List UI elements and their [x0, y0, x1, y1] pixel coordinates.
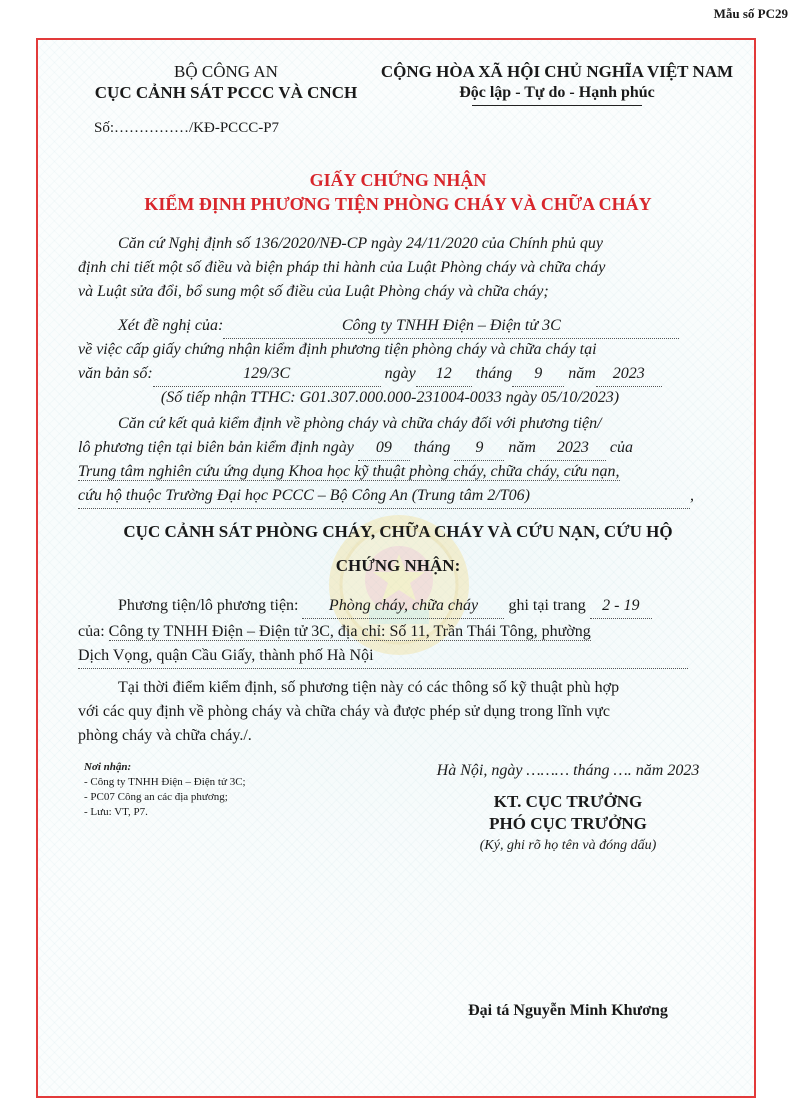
owner-line1 [78, 620, 702, 644]
signer-name: Đại tá Nguyễn Minh Khương [468, 1002, 668, 1019]
result-org-line2 [78, 484, 702, 509]
day-label: ngày [384, 365, 416, 382]
doc-month: 9 [512, 362, 564, 387]
receiver-item: - PC07 Công an các địa phương; [84, 791, 228, 803]
result-org-line1 [78, 460, 702, 484]
place-date: Hà Nội, ngày ……… tháng …. năm 2023 [436, 762, 700, 779]
legal-basis-line3: và Luật sửa đổi, bổ sung một số điều của Luật Phòng cháy và chữa cháy; [78, 283, 549, 300]
equipment-label: Phương tiện/lô phương tiện: [118, 597, 299, 614]
result-month-label: tháng [413, 439, 451, 456]
org-line2: cứu hộ thuộc Trường Đại học PCCC – Bộ Công An (Trung tâm 2/T06) [78, 484, 690, 509]
conclusion-line3: phòng cháy và chữa cháy./. [78, 727, 252, 744]
owner-line2 [78, 644, 702, 669]
equipment-line [78, 594, 702, 619]
receiver-item: - Lưu: VT, P7. [84, 806, 148, 818]
certifies-heading: CHỨNG NHẬN: [335, 556, 461, 575]
receivers-heading: Nơi nhận: [84, 761, 132, 773]
equipment-pages: 2 - 19 [590, 594, 652, 619]
receipt-number: (Số tiếp nhận TTHC: G01.307.000.000-231004-0033 ngày 05/10/2023) [160, 389, 620, 406]
doc-number: 129/3C [153, 362, 381, 387]
issuing-authority: CỤC CẢNH SÁT PHÒNG CHÁY, CHỮA CHÁY VÀ CỨU NẠN, CỨU HỘ [123, 522, 673, 541]
receivers-list [84, 760, 246, 820]
proposal-line2: về việc cấp giấy chứng nhận kiểm định phương tiện phòng cháy và chữa cháy tại [78, 341, 597, 358]
receiver-item: - Công ty TNHH Điện – Điện tử 3C; [84, 776, 246, 788]
legal-basis-line1: Căn cứ Nghị định số 136/2020/NĐ-CP ngày 24/11/2020 của Chính phủ quy [118, 235, 604, 252]
nation-name: CỘNG HÒA XÃ HỘI CHỦ NGHĨA VIỆT NAM [380, 62, 734, 81]
conclusion-line2: với các quy định về phòng cháy và chữa cháy và được phép sử dụng trong lĩnh vực [78, 703, 610, 720]
result-day: 09 [358, 436, 410, 461]
header-left [86, 62, 366, 104]
certificate-subtitle: KIỂM ĐỊNH PHƯƠNG TIỆN PHÒNG CHÁY VÀ CHỮA CHÁY [144, 194, 652, 214]
page-label: ghi tại trang [508, 597, 586, 614]
result-year-label: năm [508, 439, 536, 456]
number-suffix: /KĐ-PCCC-P7 [189, 120, 280, 136]
org-line1: Trung tâm nghiên cứu ứng dụng Khoa học kỹ thuật phòng cháy, chữa cháy, cứu nạn, [78, 463, 620, 480]
proposal-company: Công ty TNHH Điện – Điện tử 3C [223, 314, 679, 339]
department-name: CỤC CẢNH SÁT PCCC VÀ CNCH [94, 83, 358, 102]
signer-title1: KT. CỤC TRƯỞNG [493, 792, 643, 811]
proposal-label: Xét đề nghị của: [118, 317, 224, 334]
result-line1: Căn cứ kết quả kiểm định về phòng cháy và chữa cháy đối với phương tiện/ [118, 415, 602, 432]
doc-label: văn bản số: [78, 365, 153, 382]
doc-day: 12 [416, 362, 472, 387]
year-label: năm [568, 365, 596, 382]
motto-underline [472, 105, 642, 106]
result-month: 9 [454, 436, 504, 461]
proposal-line [78, 314, 702, 339]
equipment-value: Phòng cháy, chữa cháy [302, 594, 504, 619]
header-right [362, 62, 752, 106]
certificate-frame [36, 38, 756, 1098]
org-end: , [690, 487, 694, 504]
owner-text2: Dịch Vọng, quận Cầu Giấy, thành phố Hà Nội [78, 644, 688, 669]
owner-of-label: của: [78, 623, 105, 640]
result-line2 [78, 436, 702, 461]
certificate-title: GIẤY CHỨNG NHẬN [309, 170, 487, 190]
signer-title2: PHÓ CỤC TRƯỞNG [489, 814, 647, 833]
owner-text1: Công ty TNHH Điện – Điện tử 3C, địa chỉ: Số 11, Trần Thái Tông, phường [108, 623, 591, 640]
doc-year: 2023 [596, 362, 662, 387]
motto: Độc lập - Tự do - Hạnh phúc [459, 84, 655, 101]
ministry-name: BỘ CÔNG AN [174, 62, 278, 81]
result-of-label: của [609, 439, 634, 456]
month-label: tháng [475, 365, 513, 382]
proposal-doc-line [78, 362, 702, 387]
result-year: 2023 [540, 436, 606, 461]
document-number [94, 120, 279, 137]
conclusion-line1: Tại thời điểm kiểm định, số phương tiện này có các thông số kỹ thuật phù hợp [118, 679, 620, 696]
legal-basis-line2: định chi tiết một số điều và biện pháp thi hành của Luật Phòng cháy và chữa cháy [78, 259, 606, 276]
form-number: Mẫu số PC29 [713, 6, 788, 21]
result-label: lô phương tiện tại biên bản kiểm định ngày [78, 439, 354, 456]
number-label: Số: [94, 120, 115, 136]
signature-note: (Ký, ghi rõ họ tên và đóng dấu) [479, 838, 657, 853]
number-dots: …………… [114, 120, 190, 136]
